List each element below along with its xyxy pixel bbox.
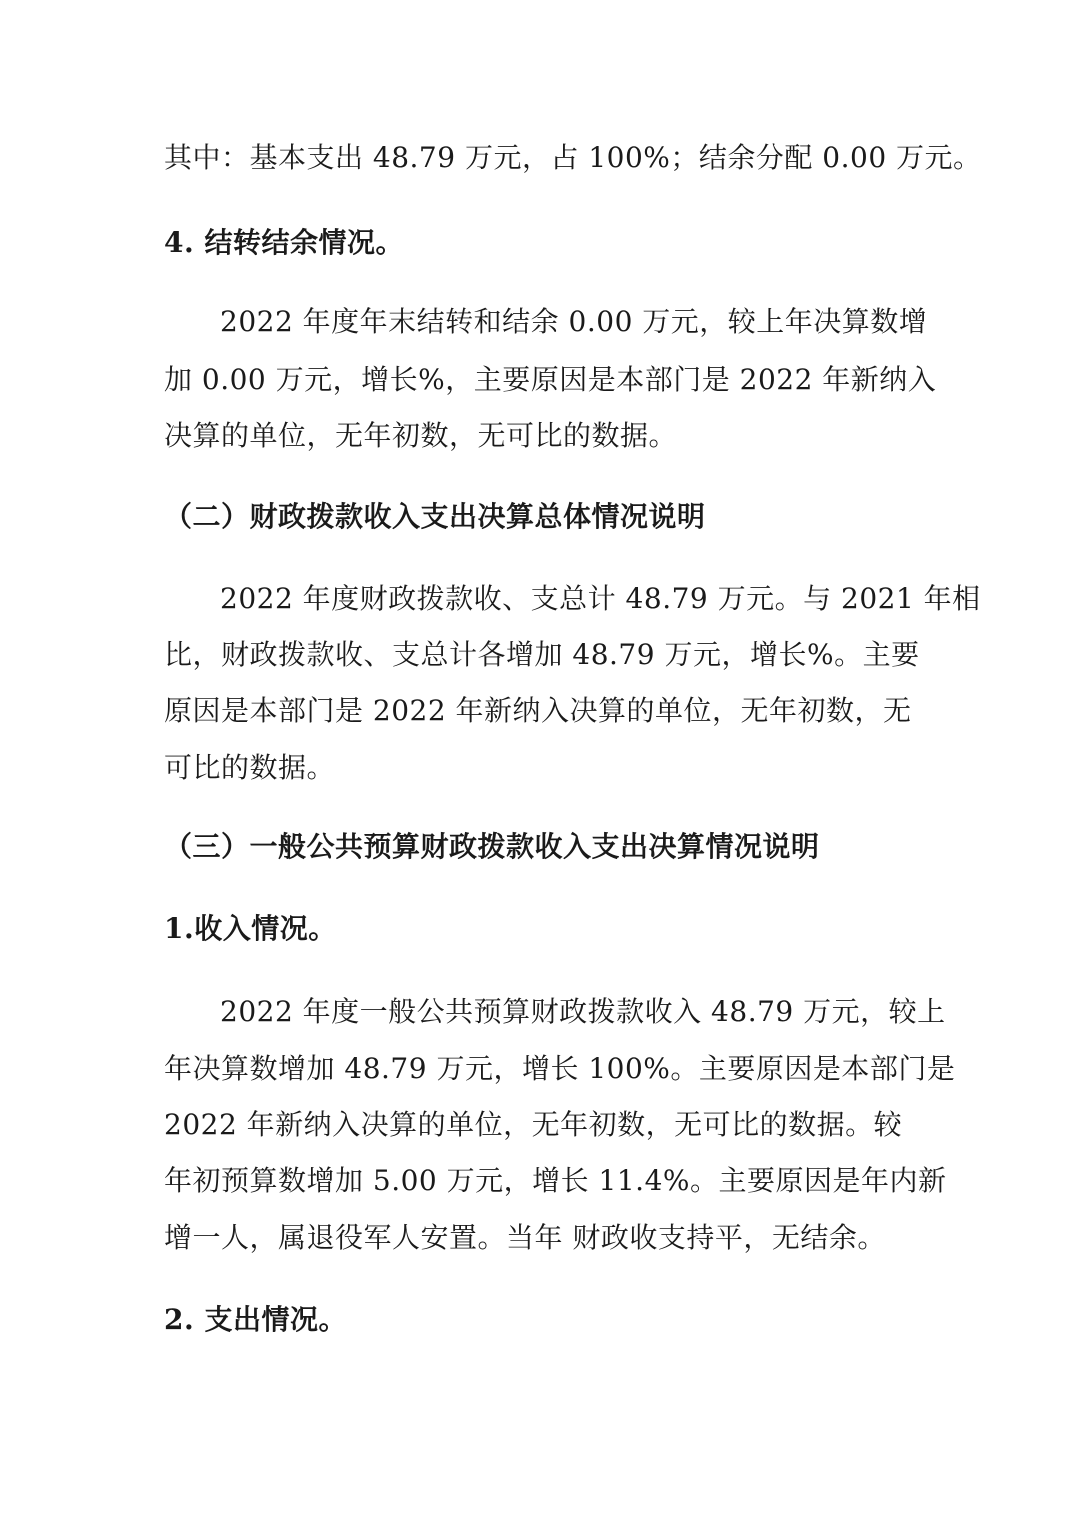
section-heading-fiscal-overview: （二）财政拨款收入支出决算总体情况说明 [164, 500, 706, 533]
paragraph-line: 其中：基本支出 48.79 万元，占 100%；结余分配 0.00 万元。 [164, 141, 982, 174]
section-heading-general-budget: （三）一般公共预算财政拨款收入支出决算情况说明 [164, 830, 820, 863]
paragraph-line: 增一人，属退役军人安置。当年 财政收支持平，无结余。 [164, 1221, 886, 1254]
paragraph-line: 2022 年度一般公共预算财政拨款收入 48.79 万元，较上 [220, 995, 946, 1028]
paragraph-line: 2022 年度财政拨款收、支总计 48.79 万元。与 2021 年相 [220, 582, 981, 615]
paragraph-line: 原因是本部门是 2022 年新纳入决算的单位，无年初数，无 [164, 694, 912, 727]
paragraph-line: 年初预算数增加 5.00 万元，增长 11.4%。主要原因是年内新 [164, 1164, 947, 1197]
paragraph-line: 决算的单位，无年初数，无可比的数据。 [164, 419, 678, 452]
paragraph-line: 比，财政拨款收、支总计各增加 48.79 万元，增长%。主要 [164, 638, 920, 671]
paragraph-line: 2022 年新纳入决算的单位，无年初数，无可比的数据。较 [164, 1108, 903, 1141]
section-heading-income: 1.收入情况。 [164, 912, 337, 945]
paragraph-line: 可比的数据。 [164, 751, 336, 784]
paragraph-line: 加 0.00 万元，增长%，主要原因是本部门是 2022 年新纳入 [164, 363, 937, 396]
section-heading-expenditure: 2. 支出情况。 [164, 1303, 347, 1336]
paragraph-line: 2022 年度年末结转和结余 0.00 万元，较上年决算数增 [220, 305, 928, 338]
section-heading-carryover: 4. 结转结余情况。 [164, 226, 404, 259]
paragraph-line: 年决算数增加 48.79 万元，增长 100%。主要原因是本部门是 [164, 1052, 956, 1085]
